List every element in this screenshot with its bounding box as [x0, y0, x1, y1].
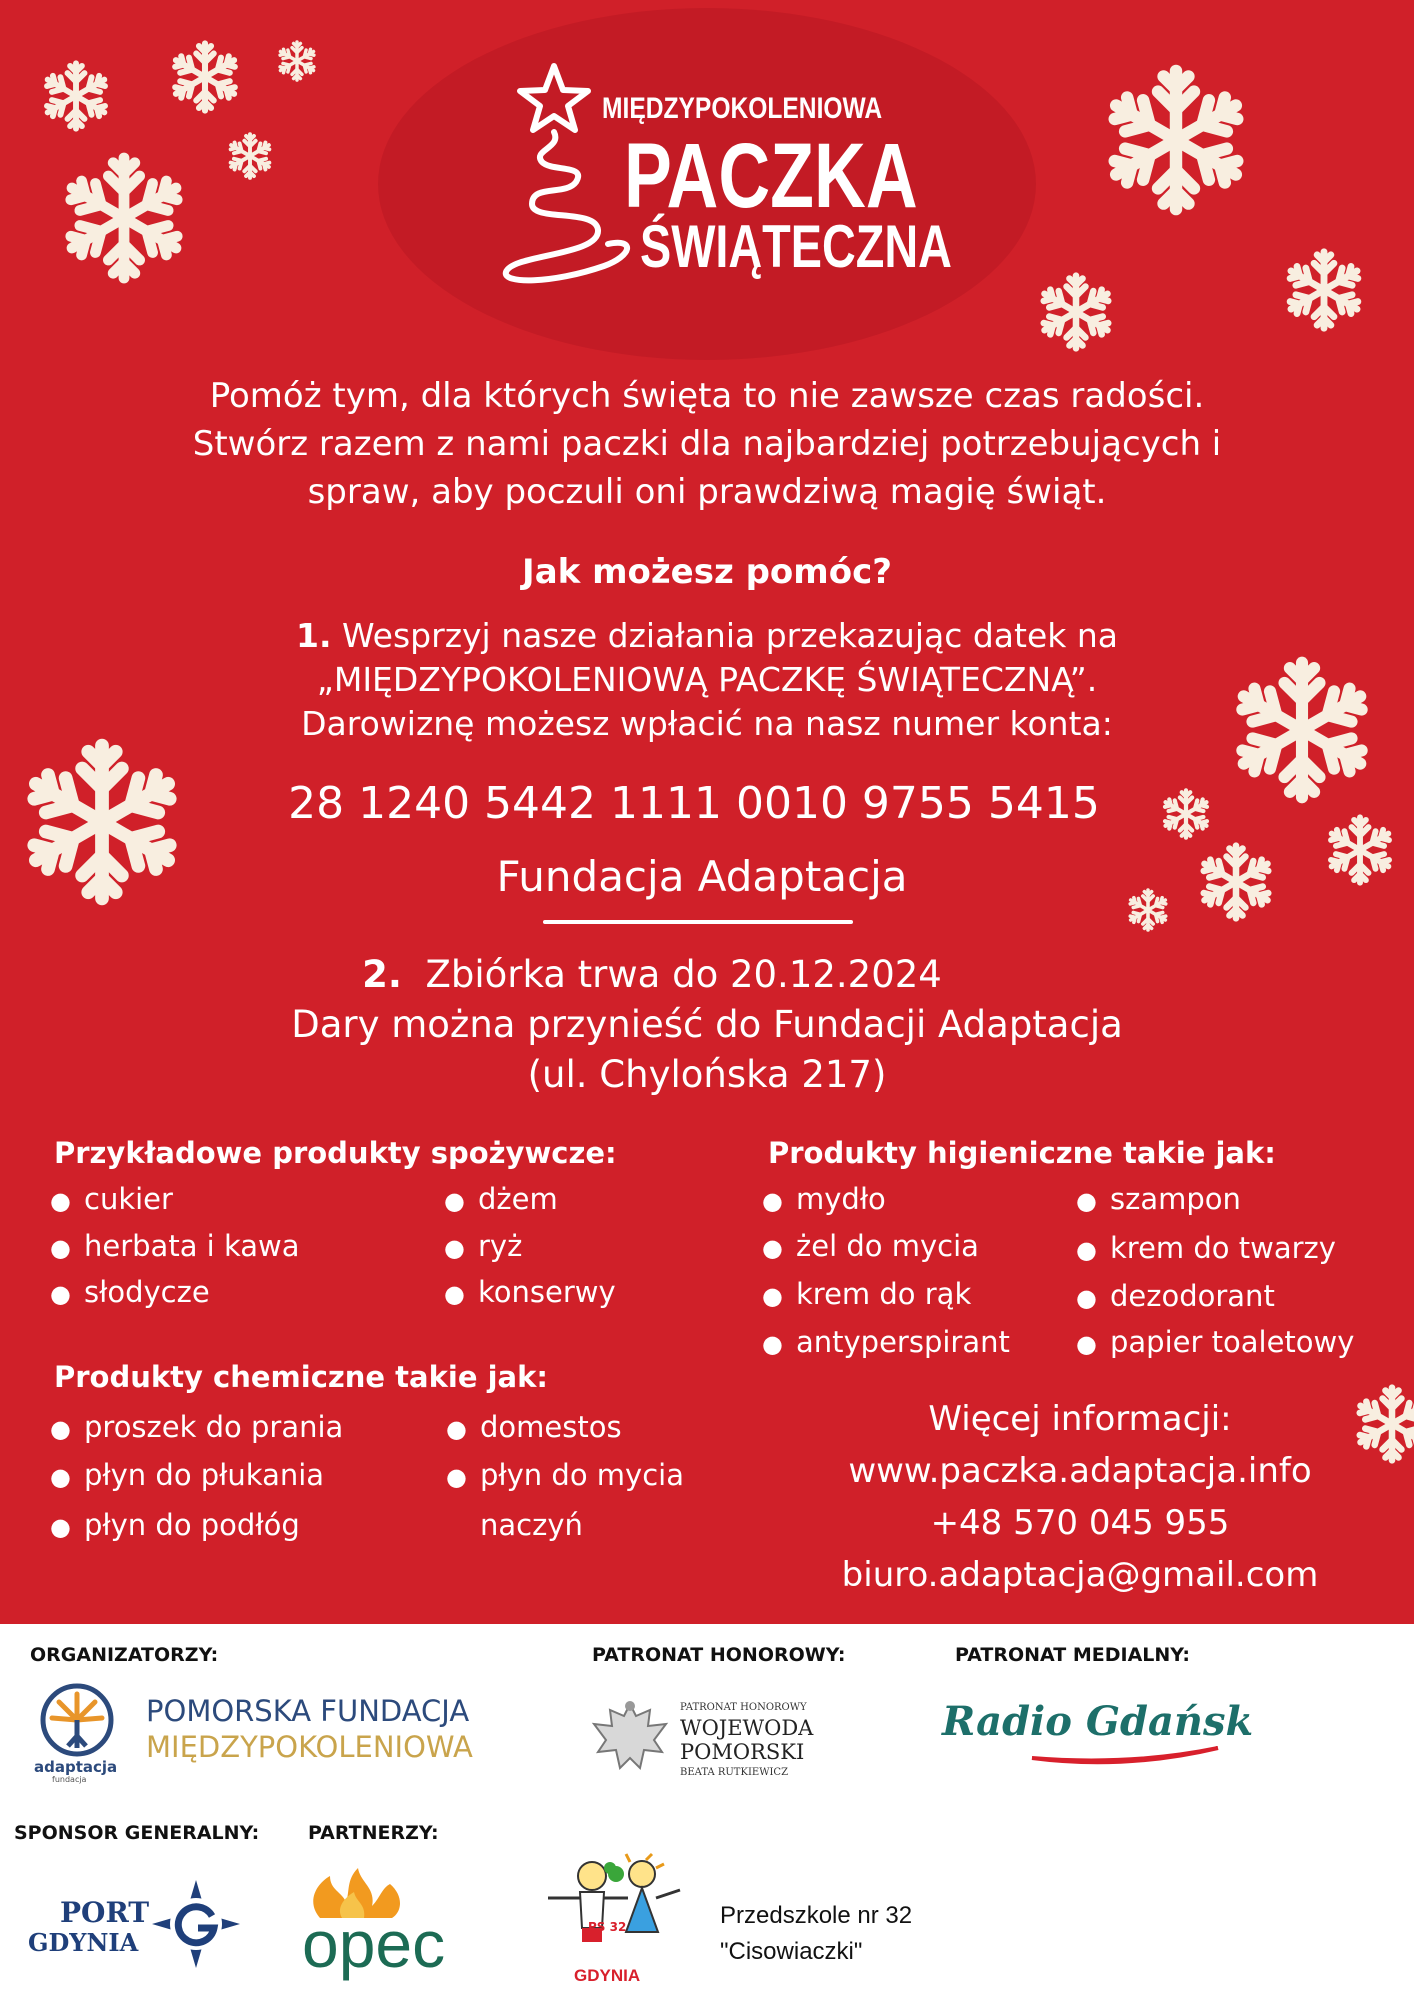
- list-item: ● domestos: [446, 1410, 622, 1444]
- port-gdynia-compass-icon: [150, 1878, 242, 1970]
- preschool-name: [720, 1898, 912, 1970]
- list-item: ● płyn do podłóg: [50, 1508, 300, 1542]
- port-gdynia-text: [60, 1896, 150, 1929]
- step-2-number: 2.: [362, 953, 402, 996]
- snowflake-icon: [1100, 64, 1252, 216]
- radio-swoosh-icon: [1030, 1744, 1220, 1766]
- list-item-text: konserwy: [478, 1275, 616, 1309]
- wojewoda-line-1: WOJEWODA: [680, 1716, 814, 1740]
- list-item-text: proszek do prania: [84, 1410, 344, 1444]
- adaptacja-small: adaptacja: [34, 1758, 118, 1776]
- list-item: ● konserwy: [444, 1275, 616, 1309]
- list-item: ● proszek do prania: [50, 1410, 344, 1444]
- help-question: Jak możesz pomóc?: [522, 552, 892, 592]
- contact-info: [790, 1393, 1370, 1601]
- wojewoda-line-2: POMORSKI: [680, 1740, 805, 1764]
- list-item-text: papier toaletowy: [1110, 1325, 1355, 1359]
- adaptacja-logo-icon: [32, 1680, 122, 1760]
- list-item: ● antyperspirant: [762, 1325, 1010, 1359]
- phone-number[interactable]: +48 570 045 955: [930, 1503, 1230, 1543]
- media-label: PATRONAT MEDIALNY:: [955, 1644, 1191, 1666]
- snowflake-icon: [168, 40, 242, 114]
- pfm-line-2: MIĘDZYPOKOLENIOWA: [146, 1730, 473, 1764]
- preschool-line-1: Przedszkole nr 32: [720, 1902, 913, 1929]
- wojewoda-small: PATRONAT HONOROWY: [680, 1702, 807, 1713]
- list-item-text: antyperspirant: [796, 1325, 1010, 1359]
- underline-divider: [543, 920, 853, 924]
- list-item: ● mydło: [762, 1182, 886, 1216]
- list-item: ● papier toaletowy: [1076, 1325, 1355, 1359]
- list-item-text: ryż: [478, 1229, 523, 1263]
- step-2: [0, 950, 1414, 1100]
- list-item: ● krem do rąk: [762, 1277, 972, 1311]
- eagle-emblem-icon: [588, 1696, 672, 1780]
- chemical-heading: Produkty chemiczne takie jak:: [54, 1360, 548, 1394]
- step-2-text: Zbiórka trwa do 20.12.2024: [425, 953, 942, 996]
- list-item-continuation: [480, 1508, 583, 1542]
- pfm-line-1: POMORSKA FUNDACJA: [146, 1694, 470, 1728]
- list-item-text: naczyń: [480, 1508, 583, 1542]
- list-item: ● szampon: [1076, 1182, 1241, 1216]
- website-link[interactable]: www.paczka.adaptacja.info: [848, 1451, 1312, 1491]
- step-2-line-3: (ul. Chylońska 217): [527, 1053, 887, 1096]
- intro-text: [0, 372, 1414, 516]
- foundation-name: Fundacja Adaptacja: [496, 852, 908, 901]
- snowflake-icon: [40, 60, 112, 132]
- list-item: ● cukier: [50, 1182, 173, 1216]
- intro-line: Pomóż tym, dla których święta to nie zawsze czas radości.: [209, 376, 1205, 416]
- list-item: ● herbata i kawa: [50, 1229, 300, 1263]
- list-item-text: krem do rąk: [796, 1277, 972, 1311]
- list-item: ● krem do twarzy: [1076, 1231, 1336, 1265]
- list-item-text: mydło: [796, 1182, 886, 1216]
- port-line-1: PORT: [60, 1896, 150, 1929]
- wojewoda-name: BEATA RUTKIEWICZ: [680, 1767, 789, 1778]
- opec-logo-text: opec: [302, 1907, 446, 1981]
- step-1-number: 1.: [295, 616, 332, 655]
- hygiene-heading: Produkty higieniczne takie jak:: [768, 1136, 1276, 1170]
- logo-line-1: MIĘDZYPOKOLENIOWA: [602, 92, 883, 125]
- step-1-line-2: „MIĘDZYPOKOLENIOWĄ PACZKĘ ŚWIĄTECZNĄ”.: [316, 660, 1098, 699]
- kids-drawing-icon: [546, 1852, 686, 1970]
- list-item: ● żel do mycia: [762, 1229, 979, 1263]
- email-link[interactable]: biuro.adaptacja@gmail.com: [841, 1555, 1319, 1595]
- list-item: ● dezodorant: [1076, 1279, 1275, 1313]
- list-item: ● ryż: [444, 1229, 523, 1263]
- sponsor-label: SPONSOR GENERALNY:: [14, 1822, 260, 1844]
- snowflake-icon: [276, 40, 318, 82]
- list-item-text: herbata i kawa: [84, 1229, 300, 1263]
- logo-line-3: ŚWIĄTECZNA: [640, 213, 952, 280]
- step-1-text: Wesprzyj nasze działania przekazując datek na: [341, 616, 1118, 655]
- snowflake-icon: [58, 152, 190, 284]
- list-item-text: cukier: [84, 1182, 173, 1216]
- kids-mark: PS 32: [588, 1920, 627, 1934]
- step-1-line-3: Darowiznę możesz wpłacić na nasz numer konta:: [301, 704, 1113, 743]
- list-item: ● płyn do płukania: [50, 1458, 325, 1492]
- intro-line: spraw, aby poczuli oni prawdziwą magię świąt.: [307, 472, 1107, 512]
- honorary-label: PATRONAT HONOROWY:: [592, 1644, 846, 1666]
- step-2-line-1: [0, 950, 1414, 1000]
- list-item-text: żel do mycia: [796, 1229, 979, 1263]
- contact-title: Więcej informacji:: [928, 1399, 1232, 1439]
- list-item-text: płyn do płukania: [84, 1458, 325, 1492]
- intro-line: Stwórz razem z nami paczki dla najbardziej potrzebujących i: [192, 424, 1222, 464]
- list-item: ● dżem: [444, 1182, 558, 1216]
- account-number: 28 1240 5442 1111 0010 9755 5415: [288, 778, 1100, 829]
- list-item: ● słodycze: [50, 1275, 210, 1309]
- step-1-line-1: [0, 614, 1414, 658]
- list-item-text: słodycze: [84, 1275, 210, 1309]
- list-item-text: krem do twarzy: [1110, 1231, 1336, 1265]
- port-line-2: GDYNIA: [28, 1928, 139, 1957]
- list-item-text: płyn do podłóg: [84, 1508, 300, 1542]
- logo-line-2: PACZKA: [624, 125, 918, 227]
- adaptacja-tiny: fundacja: [52, 1775, 87, 1784]
- snowflake-icon: [1282, 248, 1366, 332]
- step-1: [0, 614, 1414, 746]
- list-item-text: płyn do mycia: [480, 1458, 684, 1492]
- step-2-line-2: Dary można przynieść do Fundacji Adaptacja: [291, 1003, 1123, 1046]
- list-item: ● płyn do mycia: [446, 1458, 684, 1492]
- radio-gdansk-logo: Radio Gdańsk: [942, 1698, 1254, 1745]
- list-item-text: domestos: [480, 1410, 622, 1444]
- food-heading: Przykładowe produkty spożywcze:: [54, 1136, 617, 1170]
- preschool-line-2: "Cisowiaczki": [720, 1938, 863, 1965]
- list-item-text: dezodorant: [1110, 1279, 1275, 1313]
- snowflake-icon: [1036, 272, 1116, 352]
- list-item-text: szampon: [1110, 1182, 1241, 1216]
- gdynia-small-text: GDYNIA: [574, 1966, 641, 1985]
- list-item-text: dżem: [478, 1182, 558, 1216]
- organizers-label: ORGANIZATORZY:: [30, 1644, 219, 1666]
- partners-label: PARTNERZY:: [308, 1822, 439, 1844]
- snowflake-icon: [226, 132, 274, 180]
